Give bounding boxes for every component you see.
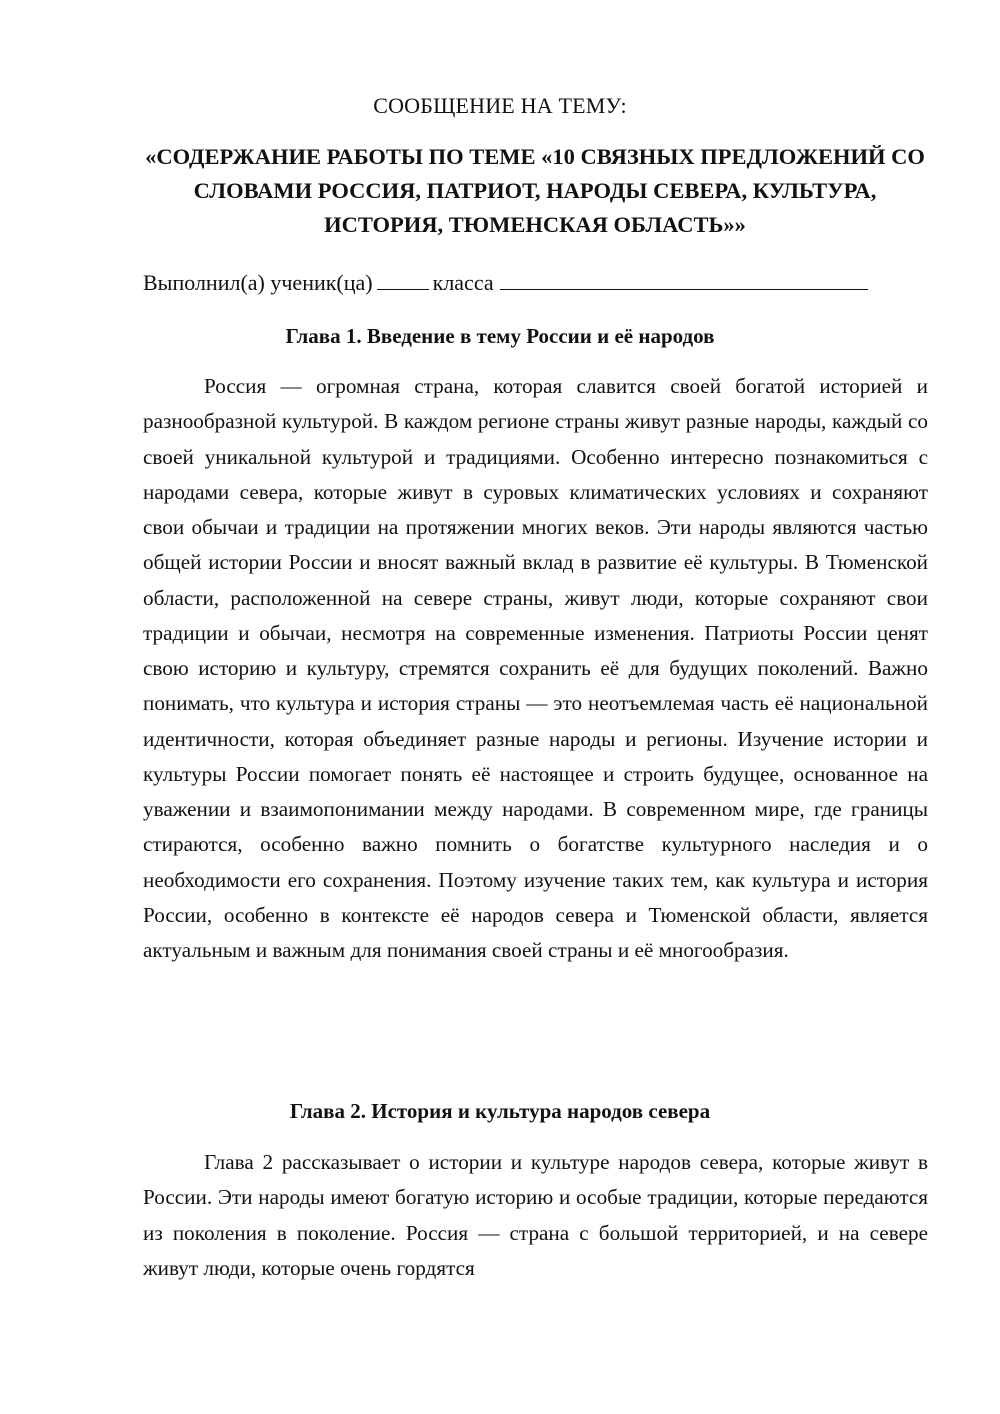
chapter-1-paragraph: Россия — огромная страна, которая славится своей богатой историей и разнообразной культурой. В каждом регионе страны живут разные народы, каждый со своей уникальной культурой и традициями. Особенно интересно познакомиться с народами севера, которые живут в суровых климатических условиях и сохраняют свои обычаи и традиции на протяжении многих веков. Эти народы являются частью общей истории России и вносят важный вклад в развитие её культуры. В Тюменской области, расположенной на севере страны, живут люди, которые сохраняют свои традиции и обычаи, несмотря на современные изменения. Патриоты России ценят свою историю и культуру, стремятся сохранить её для будущих поколений. Важно понимать, что культура и история страны — это неотъемлемая часть её национальной идентичности, которая объединяет разные народы и регионы. Изучение истории и культуры России помогает понять её настоящее и строить будущее, основанное на уважении и взаимопонимании между народами. В современном мире, где границы стираются, особенно важно помнить о богатстве культурного наследия и о необходимости его сохранения. Поэтому изучение таких тем, как культура и история России, особенно в контексте её народов севера и Тюменской области, является актуальным и важным для понимания своей страны и её многообразия. [143, 374, 928, 962]
document-title: «СОДЕРЖАНИЕ РАБОТЫ ПО ТЕМЕ «10 СВЯЗНЫХ ПРЕДЛОЖЕНИЙ СО СЛОВАМИ РОССИЯ, ПАТРИОТ, НАРОДЫ СЕВЕРА, КУЛЬТУРА, ИСТОРИЯ, ТЮМЕНСКАЯ ОБЛАСТЬ»» [145, 144, 925, 237]
chapter-2-heading: Глава 2. История и культура народов севера [289, 1099, 711, 1123]
document-header-label: СООБЩЕНИЕ НА ТЕМУ: [373, 93, 627, 118]
author-prefix-label: Выполнил(а) ученик(ца) [143, 270, 373, 295]
class-number-blank [377, 271, 429, 290]
author-line [143, 270, 933, 296]
student-name-blank [500, 271, 868, 290]
chapter-2-paragraph: Глава 2 рассказывает о истории и культуре народов севера, которые живут в России. Эти народы имеют богатую историю и особые традиции, которые передаются из поколения в поколение. Россия — страна с большой территорией, и на севере живут люди, которые очень гордятся [143, 1150, 928, 1280]
class-label: класса [432, 270, 494, 295]
chapter-1-heading: Глава 1. Введение в тему России и её народов [285, 324, 715, 348]
